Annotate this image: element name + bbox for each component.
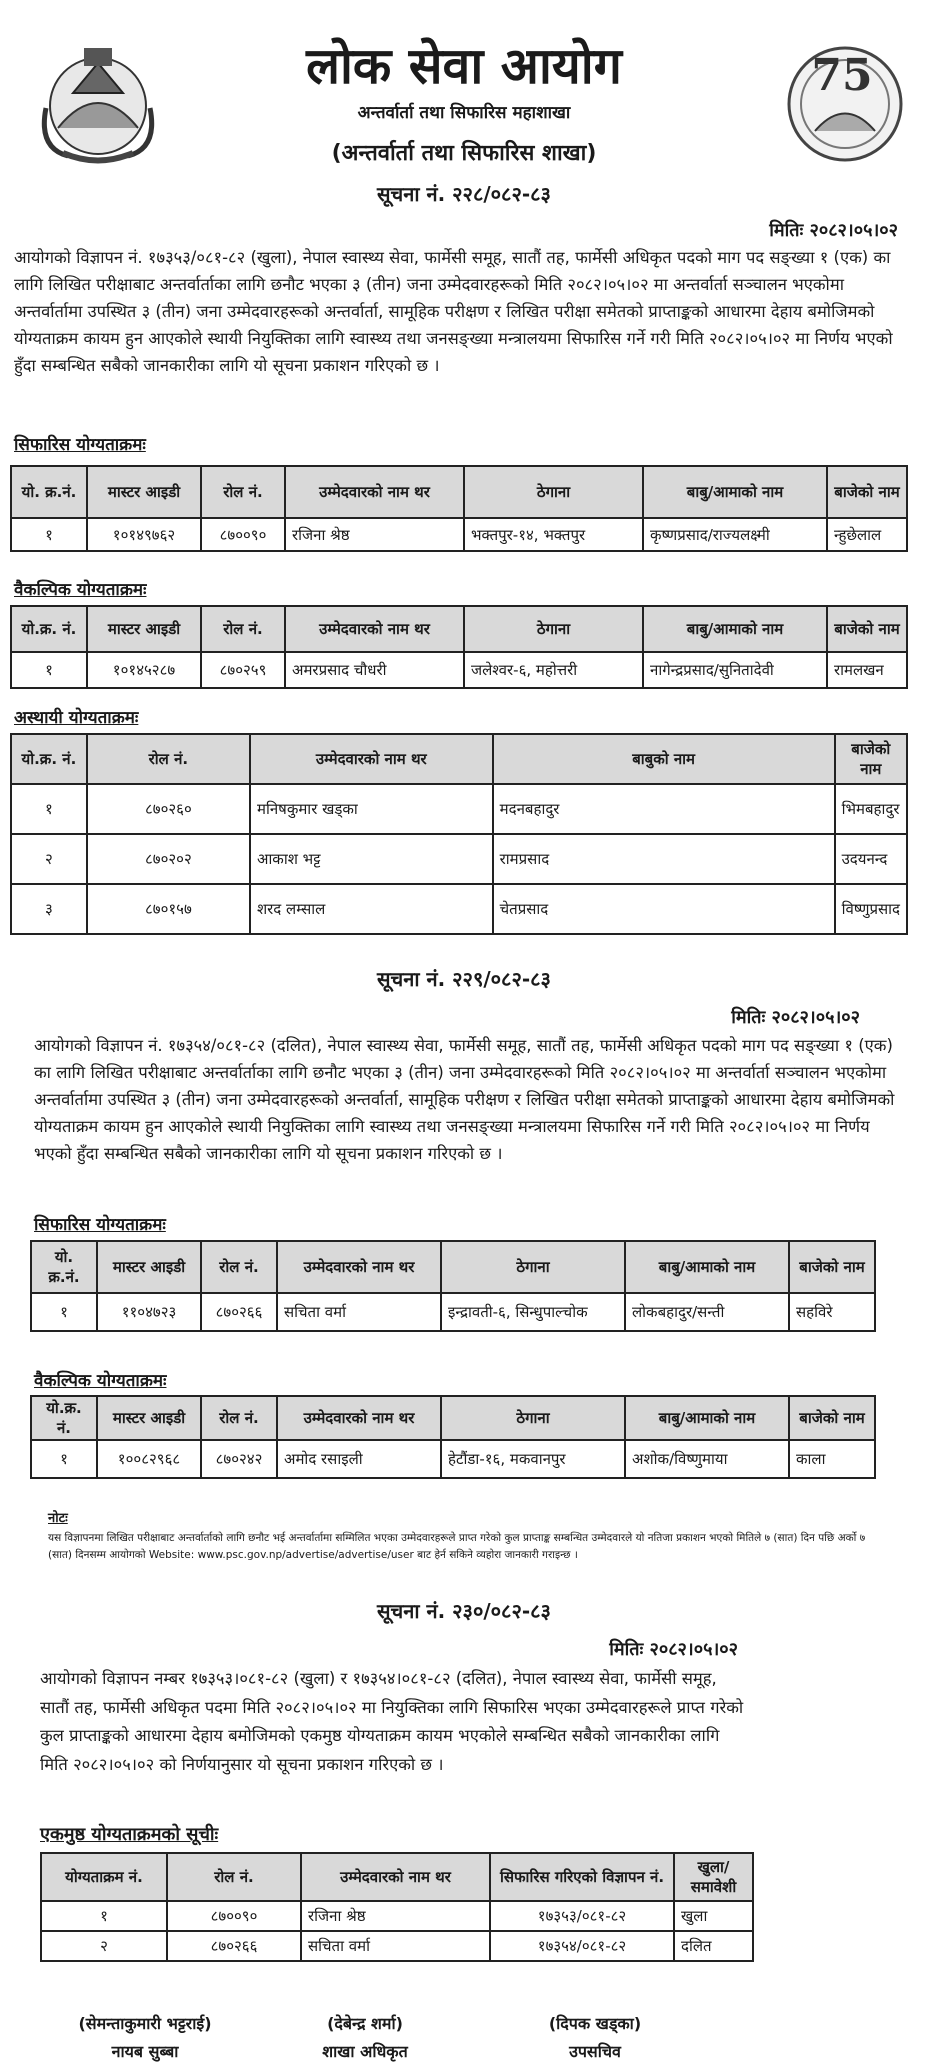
col-header: बाजेको नाम	[789, 1241, 875, 1293]
cell: इन्द्रावती-६, सिन्धुपाल्चोक	[441, 1293, 625, 1331]
notice1-rec-heading: सिफारिस योग्यताक्रमः	[14, 435, 146, 455]
notice3-table	[40, 1852, 754, 1962]
cell: १००८२९६८	[97, 1440, 201, 1478]
division-name: अन्तर्वार्ता तथा सिफारिस महाशाखा	[357, 103, 571, 123]
col-header: बाजेको नाम	[827, 466, 907, 518]
cell: १	[11, 652, 87, 688]
cell: रामप्रसाद	[493, 834, 835, 884]
cell: ८७००९०	[201, 518, 285, 551]
notice2-rec-table	[30, 1240, 876, 1332]
col-header: बाबुको नाम	[493, 734, 835, 784]
col-header: यो. क्र.नं.	[11, 466, 87, 518]
page-title: लोक सेवा आयोग	[306, 36, 622, 95]
col-header: बाबु/आमाको नाम	[643, 466, 827, 518]
signature-position: शाखा अधिकृत	[322, 2042, 408, 2061]
col-header: मास्टर आइडी	[97, 1241, 201, 1293]
cell: १७३५३/०८१-८२	[490, 1901, 674, 1931]
cell: दलित	[674, 1931, 753, 1961]
signature-name: (दिपक खड्का)	[548, 2014, 642, 2033]
col-header: रोल नं.	[87, 734, 250, 784]
cell: काला	[789, 1440, 875, 1478]
cell: भक्तपुर-१४, भक्तपुर	[464, 518, 643, 551]
table-row	[11, 884, 907, 934]
cell: चेतप्रसाद	[493, 884, 835, 934]
note-heading: नोटः	[48, 1511, 68, 1526]
cell: ८७०१५७	[87, 884, 250, 934]
cell: १	[41, 1901, 167, 1931]
cell: भिमबहादुर	[835, 784, 907, 834]
notice3-date: मितिः २०८२।०५।०२	[609, 1639, 738, 1660]
cell: आकाश भट्ट	[250, 834, 493, 884]
col-header: ठेगाना	[441, 1396, 625, 1440]
notice1-date: मितिः २०८२।०५।०२	[769, 220, 898, 241]
notice3-body: आयोगको विज्ञापन नम्बर १७३५३।०८१-८२ (खुला) र १७३५४।०८१-८२ (दलित), नेपाल स्वास्थ्य सेवा, फार्मेसी समूह, सातौं तह, फार्मेसी अधिकृत पदमा मिति २०८२।०५।०२ मा नियुक्तिका लागि सिफारिस भएका उम्मेदवारहरूले प्राप्त गरेको कुल प्राप्ताङ्कको आधारमा देहाय बमोजिमको एकमुष्ठ योग्यताक्रम कायम भएकोले सम्बन्धित सबैको जानकारीका लागि मिति २०८२।०५।०२ को निर्णयानुसार यो सूचना प्रकाशन गरिएको छ ।	[40, 1669, 744, 1774]
cell: ११०४७२३	[97, 1293, 201, 1331]
cell: अमोद रसाइली	[277, 1440, 441, 1478]
col-header: यो.क्र. नं.	[11, 606, 87, 652]
col-header: बाबु/आमाको नाम	[625, 1396, 789, 1440]
cell: लोकबहादुर/सन्ती	[625, 1293, 789, 1331]
col-header: मास्टर आइडी	[87, 606, 201, 652]
cell: सचिता वर्मा	[301, 1931, 490, 1961]
col-header: यो. क्र.नं.	[31, 1241, 97, 1293]
col-header: मास्टर आइडी	[97, 1396, 201, 1440]
cell: रामलखन	[827, 652, 907, 688]
col-header: रोल नं.	[201, 1396, 277, 1440]
col-header: बाजेको नाम	[835, 734, 907, 784]
cell: १	[11, 518, 87, 551]
cell: मनिषकुमार खड्का	[250, 784, 493, 834]
col-header: मास्टर आइडी	[87, 466, 201, 518]
cell: न्हुछेलाल	[827, 518, 907, 551]
cell: ८७०२४२	[201, 1440, 277, 1478]
col-header: बाबु/आमाको नाम	[643, 606, 827, 652]
col-header: रोल नं.	[201, 606, 285, 652]
cell: १	[31, 1293, 97, 1331]
cell: सचिता वर्मा	[277, 1293, 441, 1331]
notice1-body: आयोगको विज्ञापन नं. १७३५३/०८१-८२ (खुला), नेपाल स्वास्थ्य सेवा, फार्मेसी समूह, सातौं तह, फार्मेसी अधिकृत पदको माग पद सङ्ख्या १ (एक) का लागि लिखित परीक्षाबाट अन्तर्वार्ताका लागि छनौट भएका ३ (तीन) जना उम्मेदवारहरूको मिति २०८२।०५।०२ मा अन्तर्वार्ता सञ्चालन भएकोमा अन्तर्वार्तामा उपस्थित ३ (तीन) जना उम्मेदवारहरूको अन्तर्वार्ता, सामूहिक परीक्षण र लिखित परीक्षा समेतको प्राप्ताङ्कको आधारमा देहाय बमोजिमको योग्यताक्रम कायम हुन आएकोले स्थायी नियुक्तिका लागि स्वास्थ्य तथा जनसङ्ख्या मन्त्रालयमा सिफारिस गर्ने गरी मिति २०८२।०५।०२ मा निर्णय भएको हुँदा सम्बन्धित सबैको जानकारीका लागि यो सूचना प्रकाशन गरिएको छ ।	[14, 248, 893, 375]
cell: ८७००९०	[167, 1901, 301, 1931]
cell: सहविरे	[789, 1293, 875, 1331]
badge-75-text: 75	[811, 50, 873, 101]
table-row	[31, 1293, 875, 1331]
table-row	[41, 1931, 753, 1961]
notice2-body: आयोगको विज्ञापन नं. १७३५४/०८१-८२ (दलित), नेपाल स्वास्थ्य सेवा, फार्मेसी समूह, सातौं तह, फार्मेसी अधिकृत पदको माग पद सङ्ख्या १ (एक) का लागि लिखित परीक्षाबाट अन्तर्वार्ताका लागि छनौट भएका ३ (तीन) जना उम्मेदवारहरूको मिति २०८२।०५।०२ मा अन्तर्वार्ता सञ्चालन भएकोमा अन्तर्वार्तामा उपस्थित ३ (तीन) जना उम्मेदवारहरूको अन्तर्वार्ता, सामूहिक परीक्षण र लिखित परीक्षा समेतको प्राप्ताङ्कको आधारमा देहाय बमोजिमको योग्यताक्रम कायम हुन आएकोले स्थायी नियुक्तिका लागि स्वास्थ्य तथा जनसङ्ख्या मन्त्रालयमा सिफारिस गर्ने गरी मिति २०८२।०५।०२ मा निर्णय भएको हुँदा सम्बन्धित सबैको जानकारीका लागि यो सूचना प्रकाशन गरिएको छ ।	[34, 1036, 895, 1163]
notice2-number: सूचना नं. २२९/०८२-८३	[377, 967, 551, 991]
notice1-alt-heading: वैकल्पिक योग्यताक्रमः	[14, 580, 147, 600]
notice1-rec-table	[10, 465, 908, 552]
cell: विष्णुप्रसाद	[835, 884, 907, 934]
col-header: खुला/समावेशी	[674, 1853, 753, 1901]
col-header: उम्मेदवारको नाम थर	[285, 606, 464, 652]
table-row	[11, 518, 907, 551]
branch-name: (अन्तर्वार्ता तथा सिफारिस शाखा)	[331, 141, 597, 166]
notice1-alt-table	[10, 605, 908, 689]
cell: १	[31, 1440, 97, 1478]
cell: ८७०२६६	[201, 1293, 277, 1331]
col-header: योग्यताक्रम नं.	[41, 1853, 167, 1901]
cell: २	[41, 1931, 167, 1961]
cell: ३	[11, 884, 87, 934]
cell: ८७०२६६	[167, 1931, 301, 1961]
cell: हेटौंडा-१६, मकवानपुर	[441, 1440, 625, 1478]
col-header: ठेगाना	[464, 466, 643, 518]
col-header: ठेगाना	[464, 606, 643, 652]
cell: १७३५४/०८१-८२	[490, 1931, 674, 1961]
cell: १	[11, 784, 87, 834]
col-header: बाबु/आमाको नाम	[625, 1241, 789, 1293]
col-header: रोल नं.	[201, 1241, 277, 1293]
notice2-date: मितिः २०८२।०५।०२	[731, 1007, 860, 1028]
note-text: यस विज्ञापनमा लिखित परीक्षाबाट अन्तर्वार्ताको लागि छनौट भई अन्तर्वार्तामा सम्मिलित भएका उम्मेदवारहरूले प्राप्त गरेको कुल प्राप्ताङ्क सम्बन्धित उम्मेदवारले यो नतिजा प्रकाशन भएको मितिले ७ (सात) दिन पछि अर्को ७ (सात) दिनसम्म आयोगको Website: www.psc.gov.np/advertise/advertise/user बाट हेर्न सकिने व्यहोरा जानकारी गराइन्छ ।	[48, 1532, 866, 1561]
notice1-number: सूचना नं. २२८/०८२-८३	[377, 182, 551, 206]
cell: अमरप्रसाद चौधरी	[285, 652, 464, 688]
cell: १०१४९७६२	[87, 518, 201, 551]
col-header: ठेगाना	[441, 1241, 625, 1293]
col-header: उम्मेदवारको नाम थर	[285, 466, 464, 518]
cell: मदनबहादुर	[493, 784, 835, 834]
cell: ८७०२०२	[87, 834, 250, 884]
notice1-temp-table	[10, 733, 908, 935]
cell: १०१४५२८७	[87, 652, 201, 688]
cell: नागेन्द्रप्रसाद/सुनितादेवी	[643, 652, 827, 688]
table-row	[31, 1440, 875, 1478]
col-header: उम्मेदवारको नाम थर	[277, 1396, 441, 1440]
notice2-rec-heading: सिफारिस योग्यताक्रमः	[34, 1215, 166, 1235]
col-header: रोल नं.	[167, 1853, 301, 1901]
col-header: रोल नं.	[201, 466, 285, 518]
cell: रजिना श्रेष्ठ	[301, 1901, 490, 1931]
table-row	[11, 652, 907, 688]
cell: शरद लम्साल	[250, 884, 493, 934]
col-header: बाजेको नाम	[827, 606, 907, 652]
col-header: यो.क्र. नं.	[31, 1396, 97, 1440]
col-header: उम्मेदवारको नाम थर	[250, 734, 493, 784]
table-row	[41, 1901, 753, 1931]
cell: जलेश्वर-६, महोत्तरी	[464, 652, 643, 688]
col-header: यो.क्र. नं.	[11, 734, 87, 784]
col-header: उम्मेदवारको नाम थर	[301, 1853, 490, 1901]
cell: कृष्णप्रसाद/राज्यलक्ष्मी	[643, 518, 827, 551]
signature-name: (सेमन्ताकुमारी भट्टराई)	[78, 2014, 212, 2033]
cell: उदयनन्द	[835, 834, 907, 884]
cell: ८७०२५९	[201, 652, 285, 688]
signature-position: नायब सुब्बा	[111, 2042, 179, 2061]
col-header: सिफारिस गरिएको विज्ञापन नं.	[490, 1853, 674, 1901]
notice3-number: सूचना नं. २३०/०८२-८३	[377, 1599, 551, 1623]
col-header: उम्मेदवारको नाम थर	[277, 1241, 441, 1293]
notice2-alt-heading: वैकल्पिक योग्यताक्रमः	[34, 1371, 167, 1391]
cell: अशोक/विष्णुमाया	[625, 1440, 789, 1478]
notice2-alt-table	[30, 1395, 876, 1479]
cell: रजिना श्रेष्ठ	[285, 518, 464, 551]
notice1-temp-heading: अस्थायी योग्यताक्रमः	[14, 708, 139, 728]
table-row	[11, 784, 907, 834]
notice3-list-heading: एकमुष्ठ योग्यताक्रमको सूचीः	[40, 1824, 219, 1845]
cell: २	[11, 834, 87, 884]
col-header: बाजेको नाम	[789, 1396, 875, 1440]
table-row	[11, 834, 907, 884]
signature-position: उपसचिव	[569, 2042, 621, 2061]
signature-name: (देबेन्द्र शर्मा)	[327, 2014, 403, 2033]
cell: खुला	[674, 1901, 753, 1931]
cell: ८७०२६०	[87, 784, 250, 834]
